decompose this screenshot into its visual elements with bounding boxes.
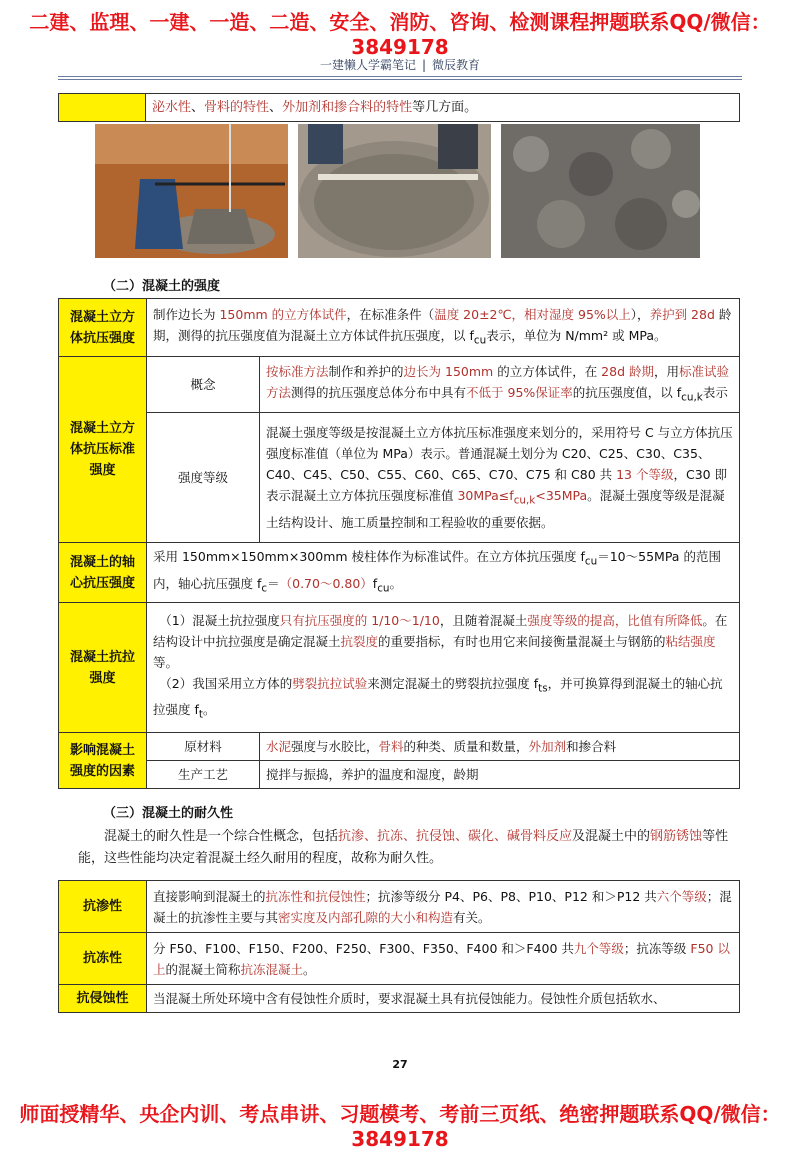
r1-p3: ）， xyxy=(630,306,650,322)
f1-p2: 的种类、质量和数量， xyxy=(403,739,529,754)
c-sub: cu,k xyxy=(681,391,703,404)
intro-hl1: 泌水性 xyxy=(152,100,192,115)
header-left: 一建懒人学霸笔记 xyxy=(319,58,416,72)
c-p2: 的立方体试件，在 xyxy=(493,363,602,379)
table-row xyxy=(59,985,740,1013)
strength-table xyxy=(58,298,740,789)
concrete-surface-photo xyxy=(501,124,700,258)
d2-h2: F50 以上 xyxy=(153,940,730,977)
g-h3: <35MPa xyxy=(535,488,588,504)
durability-table xyxy=(58,880,740,1013)
r3-sub3: cu xyxy=(377,582,390,594)
g-p2: ，C30 即表示混凝土立方体抗压强度标准值 xyxy=(266,467,728,504)
tensile-strength-label: 混凝土抗拉强度 xyxy=(59,603,147,733)
intro-label-cell xyxy=(59,94,146,122)
d2-p1: 分 F50、F100、F150、F200、F250、F300、F350、F400 和＞F400 共 xyxy=(153,940,574,956)
slump-test-photo xyxy=(95,124,288,258)
intro-t2: 、 xyxy=(269,100,283,115)
r4-p4: 的重要指标，有时也用它来间接衡量混凝土与钢筋的 xyxy=(378,633,666,649)
frost-resistance-label: 抗冻性 xyxy=(59,933,147,985)
r1-sub: cu xyxy=(473,334,487,347)
c-h3: 28d 龄期 xyxy=(601,363,654,379)
r3-h1: （0.70～0.80） xyxy=(279,575,373,591)
d2-p4: 。 xyxy=(303,961,316,977)
page-header xyxy=(0,56,800,73)
concept-label: 概念 xyxy=(147,357,260,413)
slump-flow-photo xyxy=(298,124,491,258)
d1-p3: ；混凝土的抗渗性主要与其 xyxy=(153,888,732,925)
r4-p7: 来测定混凝土的劈裂抗拉强度 f xyxy=(367,675,539,691)
top-ad-banner: 二建、监理、一建、一造、二造、安全、消防、咨询、检测课程押题联系QQ/微信：3849178 xyxy=(29,10,771,59)
d2-p3: 的混凝土简称 xyxy=(165,961,241,977)
r4-h4: 粘结强度 xyxy=(665,633,716,649)
f1-p1: 强度与水胶比， xyxy=(291,739,379,754)
raw-material-desc xyxy=(260,733,740,761)
photo-strip xyxy=(95,124,700,258)
r3-sub2: c xyxy=(261,582,268,594)
durability-paragraph xyxy=(78,826,738,870)
d2-h1: 九个等级 xyxy=(573,940,624,956)
r4-sub2: t xyxy=(198,708,203,721)
table-row xyxy=(59,543,740,603)
r4-h3: 抗裂度 xyxy=(340,633,379,649)
r3-p1: 采用 150mm×150mm×300mm 棱柱体作为标准试件。在立方体抗压强度 f xyxy=(153,549,585,564)
r1-p4: 龄期，测得的抗压强度值为混凝土立方体试件抗压强度，以 f xyxy=(153,306,732,343)
intro-t1: 、 xyxy=(191,100,205,115)
table-row xyxy=(59,733,740,761)
header-rule-2 xyxy=(58,79,742,80)
page-number: 27 xyxy=(392,1058,408,1071)
g-p1: 混凝土强度等级是按混凝土立方体抗压标准强度来划分的，采用符号 C 与立方体抗压强度标准值（单位为 MPa）表示。普通混凝土划分为 C20、C25、C30、C35、C40、C45、C50、C55、C60、C65、C70、C75 和 C80 共 xyxy=(266,425,733,483)
intro-hl2: 骨料的特性 xyxy=(204,100,270,115)
c-h4: 标准试验方法 xyxy=(266,363,730,400)
r3-p3: ＝ xyxy=(267,575,280,591)
c-p3: ，用 xyxy=(654,363,680,379)
table-row xyxy=(59,933,740,985)
r4-p3: 。在结构设计中抗拉强度是确定混凝土 xyxy=(153,612,728,649)
r4-h5: 劈裂抗拉试验 xyxy=(292,675,368,691)
table-row xyxy=(59,299,740,357)
tensile-item-1 xyxy=(153,610,733,673)
axial-strength-label: 混凝土的轴心抗压强度 xyxy=(59,543,147,603)
r1-p1: 制作边长为 xyxy=(153,306,220,322)
intro-table xyxy=(58,93,740,122)
d1-p4: 有关。 xyxy=(453,909,491,925)
section-durability-title: （三）混凝土的耐久性 xyxy=(103,806,234,821)
process-desc: 搅拌与振捣，养护的温度和湿度，龄期 xyxy=(260,761,740,789)
r4-p5: 等。 xyxy=(153,654,179,670)
header-right: 微辰教育 xyxy=(432,58,481,72)
std-strength-label: 混凝土立方体抗压标准强度 xyxy=(59,357,147,543)
c-h5: 不低于 95%保证率 xyxy=(466,384,573,400)
d1-h1: 抗冻性和抗侵蚀性 xyxy=(265,888,366,904)
r4-p1: （1）混凝土抗拉强度 xyxy=(159,612,280,628)
intro-t3: 等几方面。 xyxy=(412,100,478,115)
r3-p2: ＝10～55MPa 的范围内，轴心抗压强度 f xyxy=(153,549,721,591)
r3-sub1: cu xyxy=(584,555,598,568)
d2-h3: 抗冻混凝土 xyxy=(240,961,304,977)
dp-h1: 抗渗、抗冻、抗侵蚀、碳化、碱骨料反应 xyxy=(338,829,573,844)
erosion-resistance-desc: 当混凝土所处环境中含有侵蚀性介质时，要求混凝土具有抗侵蚀能力。侵蚀性介质包括软水、 xyxy=(147,985,740,1013)
r1-p2: ，在标准条件（ xyxy=(346,306,435,322)
f1-h2: 骨料 xyxy=(378,739,404,754)
g-p3: 。混凝土强度等级是混凝土结构设计、施工质量控制和工程验收的重要依据。 xyxy=(266,488,725,530)
frost-resistance-desc xyxy=(147,933,740,985)
g-h1: 13 个等级 xyxy=(616,467,674,483)
table-row xyxy=(59,357,740,413)
grade-desc xyxy=(260,413,740,543)
tensile-item-2 xyxy=(153,673,733,726)
c-p4: 测得的抗压强度总体分布中具有 xyxy=(291,384,467,400)
r4-h2: 强度等级的提高，比值有所降低 xyxy=(527,612,703,628)
table-row xyxy=(59,761,740,789)
intro-text-cell xyxy=(146,94,740,122)
concept-desc xyxy=(260,357,740,413)
d1-h3: 密实度及内部孔隙的大小和构造 xyxy=(278,909,454,925)
d1-p2: ；抗渗等级分 P4、P6、P8、P10、P12 和＞P12 共 xyxy=(365,888,657,904)
r1-h2: 温度 20±2℃，相对湿度 95%以上 xyxy=(434,306,631,322)
d1-p1: 直接影响到混凝土的 xyxy=(153,888,266,904)
d1-h2: 六个等级 xyxy=(656,888,707,904)
bottom-ad-banner: 师面授精华、央企内训、考点串讲、习题模考、考前三页纸、绝密押题联系QQ/微信：3849178 xyxy=(19,1102,781,1151)
factors-label: 影响混凝土强度的因素 xyxy=(59,733,147,789)
process-label: 生产工艺 xyxy=(147,761,260,789)
erosion-resistance-label: 抗侵蚀性 xyxy=(59,985,147,1013)
dp-p1: 混凝土的耐久性是一个综合性概念，包括 xyxy=(104,829,339,844)
section-strength-title: （二）混凝土的强度 xyxy=(103,279,221,294)
r1-h1: 150mm 的立方体试件 xyxy=(219,306,347,322)
r4-h1: 只有抗压强度的 1/10～1/10 xyxy=(279,612,440,628)
impermeability-desc xyxy=(147,881,740,933)
g-h2: 30MPa≤f xyxy=(457,488,514,504)
impermeability-label: 抗渗性 xyxy=(59,881,147,933)
r3-p5: 。 xyxy=(389,575,403,591)
tensile-strength-desc xyxy=(147,603,740,733)
c-h2: 边长为 150mm xyxy=(403,363,494,379)
r1-p5: 表示，单位为 N/mm² 或 MPa。 xyxy=(486,327,667,343)
r4-p6: （2）我国采用立方体的 xyxy=(159,675,293,691)
cube-strength-label: 混凝土立方体抗压强度 xyxy=(59,299,147,357)
header-rule xyxy=(58,76,742,77)
r3-p4: f xyxy=(372,575,378,591)
r1-h3: 养护到 28d xyxy=(649,306,715,322)
table-row xyxy=(59,413,740,543)
header-sep: | xyxy=(421,58,427,72)
c-p1: 制作和养护的 xyxy=(328,363,404,379)
r4-p9: 。 xyxy=(202,702,216,717)
c-p6: 表示 xyxy=(702,384,728,400)
g-sub: cu,k xyxy=(513,494,536,507)
dp-h2: 钢筋锈蚀 xyxy=(650,829,703,844)
f1-p3: 和掺合料 xyxy=(566,739,617,754)
r4-p8: ，并可换算得到混凝土的轴心抗拉强度 f xyxy=(153,675,723,717)
r4-p2: ，且随着混凝土 xyxy=(439,612,528,628)
dp-p3: 等性能，这些性能均决定着混凝土经久耐用的程度，故称为耐久性。 xyxy=(78,829,729,866)
f1-h1: 水泥 xyxy=(266,739,292,754)
c-p5: 的抗压强度值，以 f xyxy=(572,384,682,400)
grade-label: 强度等级 xyxy=(147,413,260,543)
axial-strength-desc xyxy=(147,543,740,603)
d2-p2: ；抗冻等级 xyxy=(623,940,691,956)
table-row xyxy=(59,603,740,733)
r4-sub1: ts xyxy=(538,682,548,694)
c-h1: 按标准方法 xyxy=(266,363,329,379)
table-row xyxy=(59,881,740,933)
cube-strength-desc xyxy=(147,299,740,357)
raw-material-label: 原材料 xyxy=(147,733,260,761)
intro-hl3: 外加剂和掺合料的特性 xyxy=(282,100,413,115)
f1-h3: 外加剂 xyxy=(528,739,567,754)
dp-p2: 及混凝土中的 xyxy=(572,829,651,844)
